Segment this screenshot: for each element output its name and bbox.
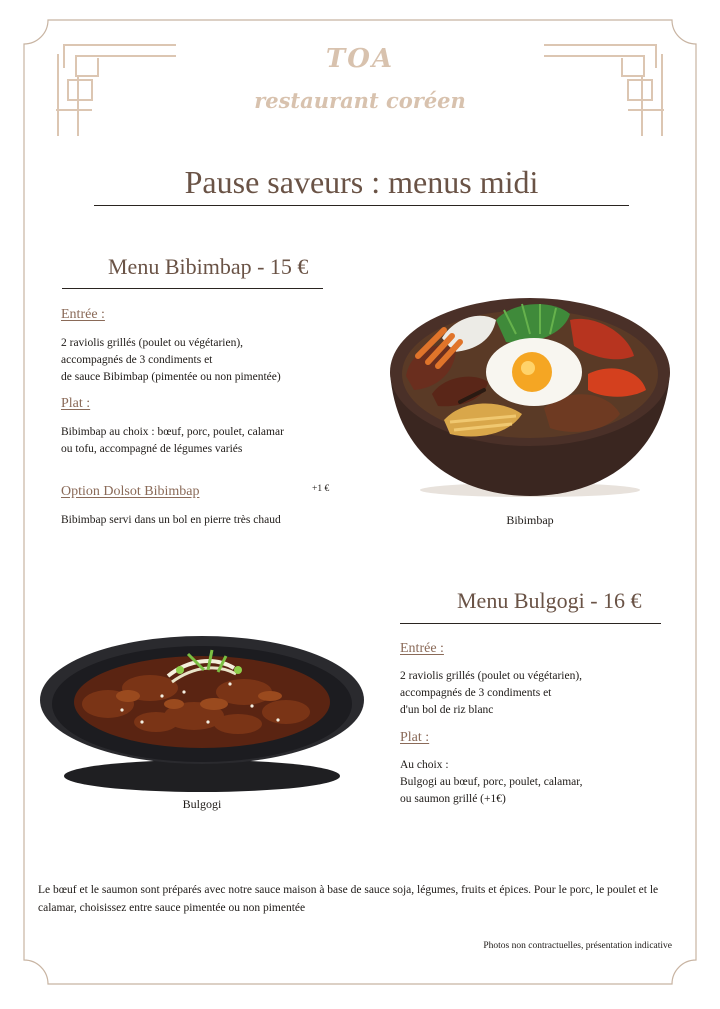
menu-bibimbap-title: Menu Bibimbap - 15 € <box>108 254 309 279</box>
description-line: Au choix : <box>400 759 449 771</box>
description-line: ou saumon grillé (+1€) <box>400 793 506 805</box>
description-line: de sauce Bibimbap (pimentée ou non pimentée) <box>61 371 281 383</box>
menu-bulgogi-divider <box>400 623 661 624</box>
bibimbap-option-heading: Option Dolsot Bibimbap <box>61 484 200 499</box>
bibimbap-starter-heading: Entrée : <box>61 307 105 322</box>
page-title: Pause saveurs : menus midi <box>184 164 539 200</box>
title-divider <box>94 205 629 206</box>
description-line: accompagnés de 3 condiments et <box>61 354 213 366</box>
bulgogi-caption: Bulgogi <box>182 797 222 811</box>
sauce-footnote: Le bœuf et le saumon sont préparés avec notre sauce maison à base de sauce soja, légumes, fruits et épices. Pour le porc, le poulet et le calamar, choisissez entre sauce pimentée ou non pimentée <box>38 884 659 914</box>
menu-bulgogi-title: Menu Bulgogi - 16 € <box>457 588 642 613</box>
description-line: Bibimbap au choix : bœuf, porc, poulet, calamar <box>61 426 284 438</box>
restaurant-subtitle: restaurant coréen <box>254 88 466 113</box>
bulgogi-main-heading: Plat : <box>400 730 430 745</box>
description-line: Bulgogi au bœuf, porc, poulet, calamar, <box>400 776 583 788</box>
description-line: accompagnés de 3 condiments et <box>400 687 552 699</box>
photo-disclaimer: Photos non contractuelles, présentation indicative <box>483 941 672 951</box>
description-line: 2 raviolis grillés (poulet ou végétarien), <box>61 337 244 349</box>
bulgogi-photo <box>38 626 368 796</box>
bibimbap-photo <box>384 290 676 502</box>
menu-bibimbap-divider <box>62 288 323 289</box>
bibimbap-option-price: +1 € <box>312 484 330 494</box>
description-line: 2 raviolis grillés (poulet ou végétarien), <box>400 670 583 682</box>
bibimbap-option-description: Bibimbap servi dans un bol en pierre très chaud <box>61 514 281 526</box>
bibimbap-main-heading: Plat : <box>61 396 91 411</box>
bibimbap-main-description <box>61 424 284 458</box>
description-line: ou tofu, accompagné de légumes variés <box>61 443 243 455</box>
description-line: d'un bol de riz blanc <box>400 704 494 716</box>
restaurant-name: TOA <box>325 44 395 74</box>
bulgogi-starter-description <box>400 668 582 719</box>
bulgogi-starter-heading: Entrée : <box>400 641 444 656</box>
bulgogi-main-description <box>400 757 583 808</box>
bibimbap-starter-description <box>61 335 281 386</box>
bibimbap-caption: Bibimbap <box>506 513 554 527</box>
